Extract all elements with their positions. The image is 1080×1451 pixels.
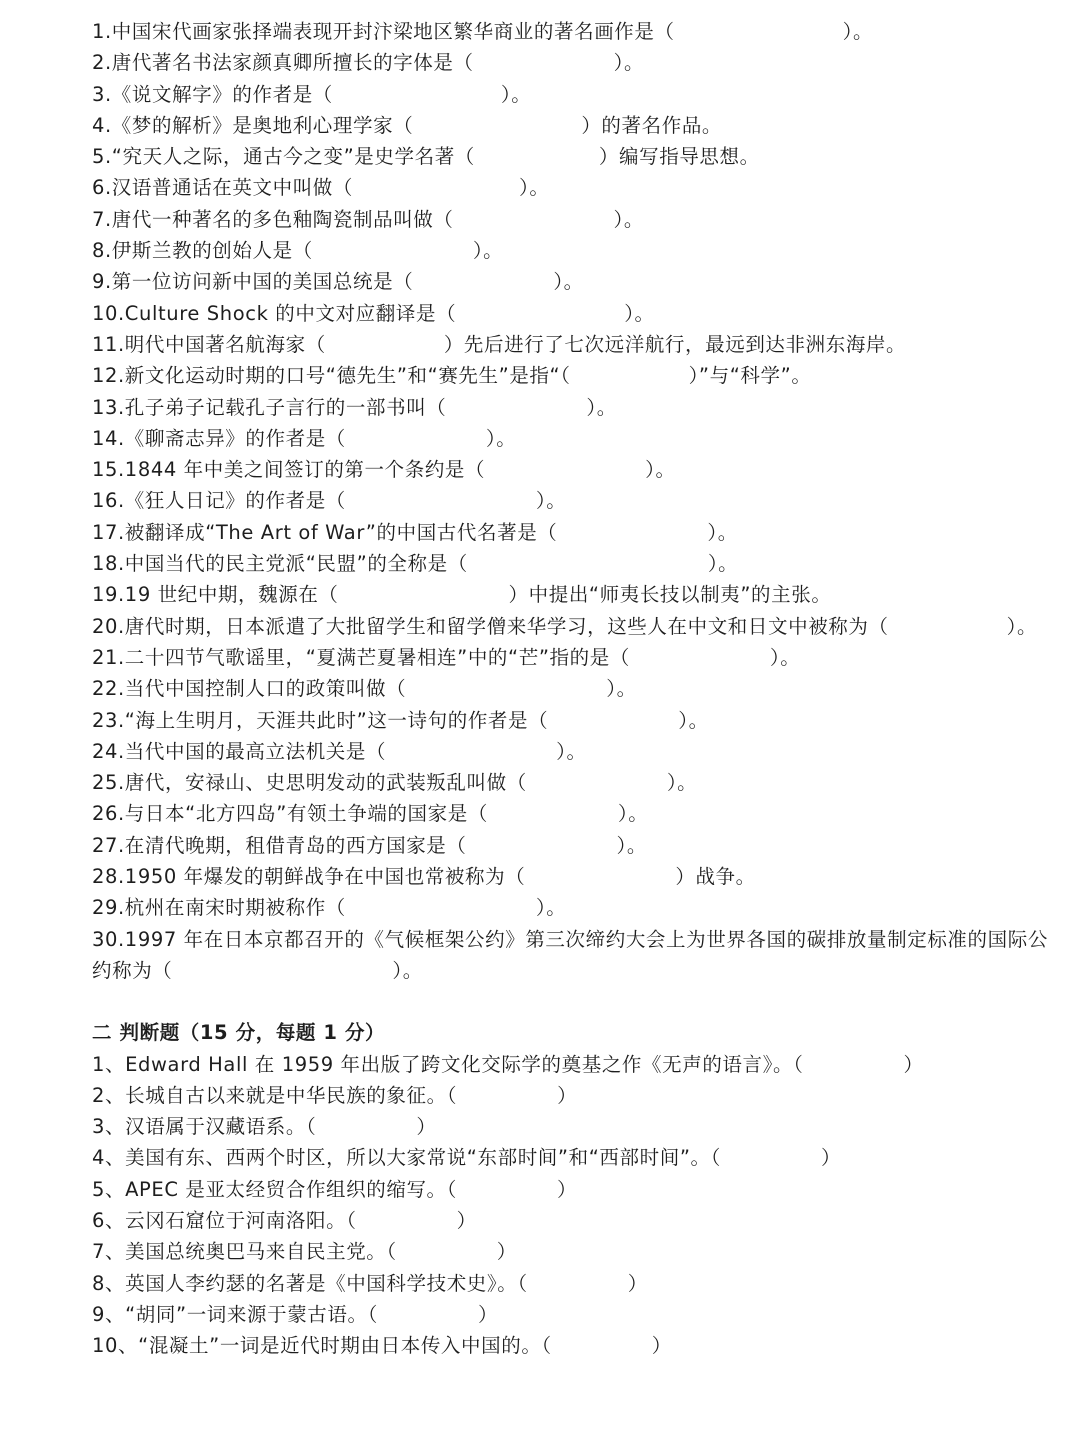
- question-tail: ）编写指导思想。: [598, 145, 760, 169]
- judge-item-2: [92, 1080, 1067, 1111]
- question-tail: ）。: [666, 771, 698, 795]
- judge-tail: ）: [651, 1334, 672, 1358]
- question-21: [92, 642, 1067, 673]
- judge-item-10: [92, 1330, 1067, 1361]
- question-24: [92, 736, 1067, 767]
- question-text: 17.被翻译成“The Art of War”的中国古代名著是（: [92, 520, 558, 544]
- question-5: [92, 141, 1067, 172]
- judge-item-3: [92, 1111, 1067, 1142]
- question-13: [92, 392, 1067, 423]
- question-tail: ）。: [556, 739, 587, 763]
- question-text: 22.当代中国控制人口的政策叫做（: [92, 677, 407, 701]
- question-tail: ）。: [842, 20, 874, 43]
- question-text: 27.在清代晚期，租借青岛的西方国家是（: [92, 833, 467, 857]
- question-tail: ）。: [707, 520, 738, 544]
- question-23: [92, 705, 1067, 736]
- question-text: 3.《说文解字》的作者是（: [92, 82, 333, 106]
- question-11: [92, 329, 1067, 360]
- question-tail: ）先后进行了七次远洋航行，最远到达非洲东海岸。: [443, 332, 907, 356]
- question-tail: ）。: [645, 458, 676, 482]
- judge-item-4: [92, 1142, 1067, 1173]
- judge-tail: ）: [627, 1271, 648, 1295]
- judge-tail: ）: [557, 1083, 578, 1107]
- question-text: 13.孔子弟子记载孔子言行的一部书叫（: [92, 395, 447, 419]
- question-tail: ）的著名作品。: [581, 113, 723, 137]
- question-text: 23.“海上生明月，天涯共此时”这一诗句的作者是（: [92, 708, 549, 732]
- question-14: [92, 423, 1067, 454]
- judge-text: 6、云冈石窟位于河南洛阳。（: [92, 1208, 357, 1232]
- judge-text: 5、APEC 是亚太经贸合作组织的缩写。（: [92, 1177, 457, 1201]
- question-22: [92, 673, 1067, 704]
- question-10: [92, 298, 1067, 329]
- judge-item-8: [92, 1268, 1067, 1299]
- question-tail: ）。: [500, 82, 532, 106]
- judge-tail: ）: [903, 1052, 924, 1076]
- question-3: [92, 79, 1067, 110]
- question-text: 18.中国当代的民主党派“民盟”的全称是（: [92, 552, 468, 576]
- question-30: [92, 924, 1067, 987]
- question-19: [92, 579, 1067, 610]
- question-text: 29.杭州在南宋时期被称作（: [92, 896, 346, 920]
- question-tail: ）。: [707, 552, 739, 576]
- judge-text: 1、Edward Hall 在 1959 年出版了跨文化交际学的奠基之作《无声的语言》。（: [92, 1052, 804, 1076]
- question-text: 16.《狂人日记》的作者是（: [92, 489, 346, 513]
- question-18: [92, 548, 1067, 579]
- question-tail: ）战争。: [675, 865, 756, 889]
- judge-tail: ）: [820, 1146, 842, 1170]
- question-tail: ）。: [613, 207, 644, 231]
- judge-text: 2、长城自古以来就是中华民族的象征。（: [92, 1083, 458, 1107]
- question-text: 9.第一位访问新中国的美国总统是（: [92, 270, 414, 294]
- judge-item-5: [92, 1174, 1067, 1205]
- question-17: [92, 517, 1067, 548]
- question-text: 30.1997 年在日本京都召开的《气候框架公约》第三次缔约大会上为世界各国的碳排放量制定标准的国际公约称为（: [92, 927, 1048, 982]
- question-text: 24.当代中国的最高立法机关是（: [92, 739, 387, 763]
- question-26: [92, 798, 1067, 829]
- judge-text: 9、“胡同”一词来源于蒙古语。（: [92, 1302, 378, 1326]
- question-text: 4.《梦的解析》是奥地利心理学家（: [92, 113, 414, 137]
- question-29: [92, 892, 1067, 923]
- question-1: [92, 16, 1067, 47]
- question-15: [92, 454, 1067, 485]
- judge-tail: ）: [496, 1240, 517, 1264]
- question-8: [92, 235, 1067, 266]
- question-12: [92, 360, 1067, 391]
- question-tail: ）。: [606, 677, 637, 701]
- question-text: 19.19 世纪中期，魏源在（: [92, 583, 339, 607]
- question-tail: ）。: [472, 239, 504, 263]
- question-27: [92, 830, 1067, 861]
- question-text: 5.“究天人之际，通古今之变”是史学名著（: [92, 145, 475, 169]
- judge-tail: ）: [557, 1177, 578, 1201]
- section-spacer: [92, 986, 1067, 1017]
- question-tail: ）。: [613, 51, 645, 75]
- judge-text: 8、英国人李约瑟的名著是《中国科学技术史》。（: [92, 1271, 528, 1295]
- question-4: [92, 110, 1067, 141]
- question-tail: ）。: [485, 426, 517, 450]
- question-tail: ）。: [586, 395, 617, 419]
- question-text: 1.中国宋代画家张择端表现开封汴梁地区繁华商业的著名画作是（: [92, 20, 675, 43]
- judge-text: 3、汉语属于汉藏语系。（: [92, 1115, 317, 1139]
- question-20: [92, 611, 1067, 642]
- question-text: 15.1844 年中美之间签订的第一个条约是（: [92, 458, 486, 482]
- question-tail: ）中提出“师夷长技以制夷”的主张。: [508, 583, 832, 607]
- question-text: 6.汉语普通话在英文中叫做（: [92, 176, 354, 200]
- question-tail: ）。: [624, 301, 655, 325]
- question-text: 12.新文化运动时期的口号“德先生”和“赛先生”是指“（: [92, 364, 571, 388]
- judge-item-1: [92, 1049, 1067, 1080]
- question-16: [92, 485, 1067, 516]
- exam-page: [92, 16, 1067, 1361]
- question-7: [92, 204, 1067, 235]
- question-tail: ）。: [1006, 614, 1038, 638]
- question-tail: ）。: [519, 176, 550, 200]
- question-text: 7.唐代一种著名的多色釉陶瓷制品叫做（: [92, 207, 454, 231]
- question-tail: ）。: [617, 802, 649, 826]
- judge-text: 10、“混凝土”一词是近代时期由日本传入中国的。（: [92, 1334, 552, 1358]
- judge-text: 4、美国有东、西两个时区，所以大家常说“东部时间”和“西部时间”。（: [92, 1146, 721, 1170]
- question-text: 26.与日本“北方四岛”有领土争端的国家是（: [92, 802, 488, 826]
- question-tail: ）。: [553, 270, 584, 294]
- question-text: 21.二十四节气歌谣里，“夏满芒夏暑相连”中的“芒”指的是（: [92, 645, 630, 669]
- judge-item-9: [92, 1299, 1067, 1330]
- question-text: 25.唐代，安禄山、史思明发动的武装叛乱叫做（: [92, 771, 527, 795]
- judge-item-6: [92, 1205, 1067, 1236]
- judge-tail: ）: [416, 1115, 437, 1139]
- judge-tail: ）: [477, 1302, 499, 1326]
- question-tail: ）。: [616, 833, 647, 857]
- question-9: [92, 266, 1067, 297]
- question-tail: ）。: [392, 958, 423, 982]
- question-tail: ）。: [678, 708, 709, 732]
- question-text: 14.《聊斋志异》的作者是（: [92, 426, 346, 450]
- question-tail: ）。: [535, 896, 567, 920]
- judge-item-7: [92, 1236, 1067, 1267]
- question-28: [92, 861, 1067, 892]
- question-tail: ）”与“科学”。: [688, 364, 812, 388]
- question-text: 10.Culture Shock 的中文对应翻译是（: [92, 301, 457, 325]
- section-title-judge: 二 判断题（15 分，每题 1 分）: [92, 1021, 386, 1045]
- question-text: 28.1950 年爆发的朝鲜战争在中国也常被称为（: [92, 865, 526, 889]
- question-2: [92, 47, 1067, 78]
- question-tail: ）。: [535, 489, 567, 513]
- question-text: 11.明代中国著名航海家（: [92, 332, 326, 356]
- question-tail: ）。: [769, 645, 801, 669]
- question-6: [92, 172, 1067, 203]
- judge-text: 7、美国总统奥巴马来自民主党。（: [92, 1240, 397, 1264]
- question-text: 2.唐代著名书法家颜真卿所擅长的字体是（: [92, 51, 474, 75]
- question-text: 8.伊斯兰教的创始人是（: [92, 239, 313, 263]
- question-text: 20.唐代时期，日本派遣了大批留学生和留学僧来华学习，这些人在中文和日文中被称为（: [92, 614, 889, 638]
- judge-tail: ）: [456, 1208, 477, 1232]
- question-25: [92, 767, 1067, 798]
